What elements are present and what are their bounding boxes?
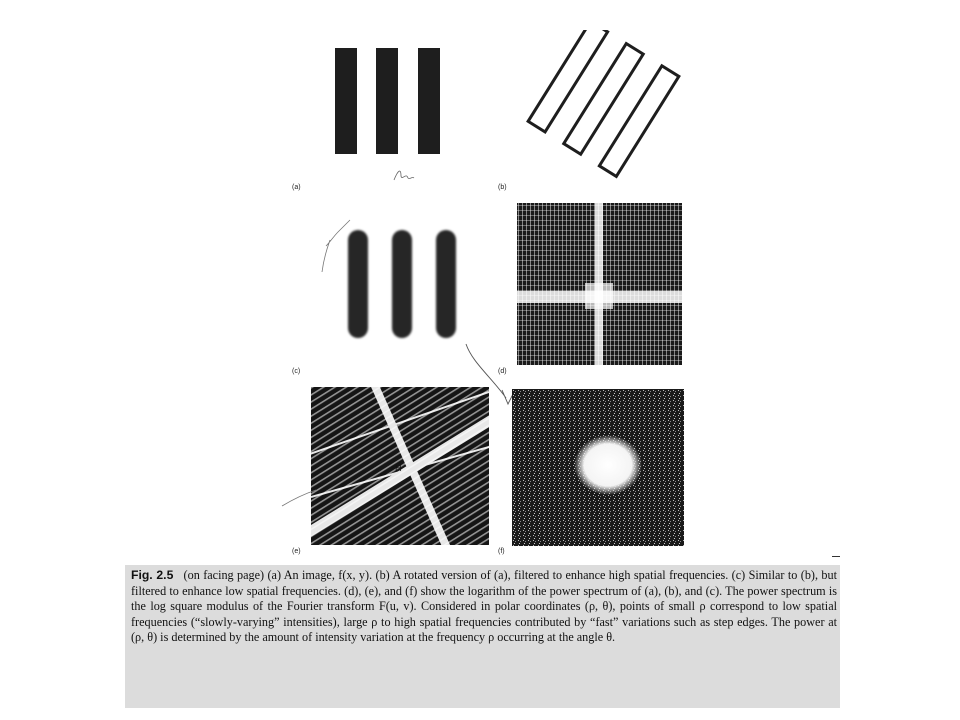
figure-caption: [131, 568, 837, 646]
panel-e: [311, 387, 489, 545]
panel-c-label: (c): [292, 368, 301, 375]
panel-b-label: (b): [498, 184, 507, 191]
caption-text: (on facing page) (a) An image, f(x, y). (b) A rotated version of (a), filtered to enhance high spatial frequencies. (c) Similar to (b), but filtered to enhance low spatial frequencies. (d), (e), and (f) show the logarithm of the power spectrum of (a), (b), and (c). The power spectrum is the log square modulus of the Fourier transform F(u, v). Considered in polar coordinates (ρ, θ), points of small ρ correspond to low spatial frequencies (“slowly-varying” intensities), large ρ to high spatial frequencies contributed by “fast” variations such as step edges. The power at (ρ, θ) is determined by the amount of intensity variation at the frequency ρ occurring at the angle θ.: [131, 568, 837, 644]
figure-number: Fig. 2.5: [131, 568, 174, 582]
margin-tick: [832, 556, 840, 557]
handwritten-mark-a: [392, 166, 416, 184]
blurred-bar: [392, 230, 412, 338]
panel-f-label: (f): [498, 548, 505, 555]
panel-b: [510, 30, 695, 180]
panel-a-label: (a): [292, 184, 301, 191]
bar: [418, 48, 440, 154]
panel-d: [517, 203, 682, 365]
blurred-bar: [436, 230, 456, 338]
panel-a: [330, 40, 450, 180]
panel-f: [512, 389, 684, 546]
panel-e-label: (e): [292, 548, 301, 555]
handwritten-mark-c: [316, 206, 356, 276]
bar: [376, 48, 398, 154]
handwritten-line-e: [280, 488, 320, 508]
panel-d-label: (d): [498, 368, 507, 375]
bar: [335, 48, 357, 154]
svg-text:H: H: [395, 463, 402, 473]
